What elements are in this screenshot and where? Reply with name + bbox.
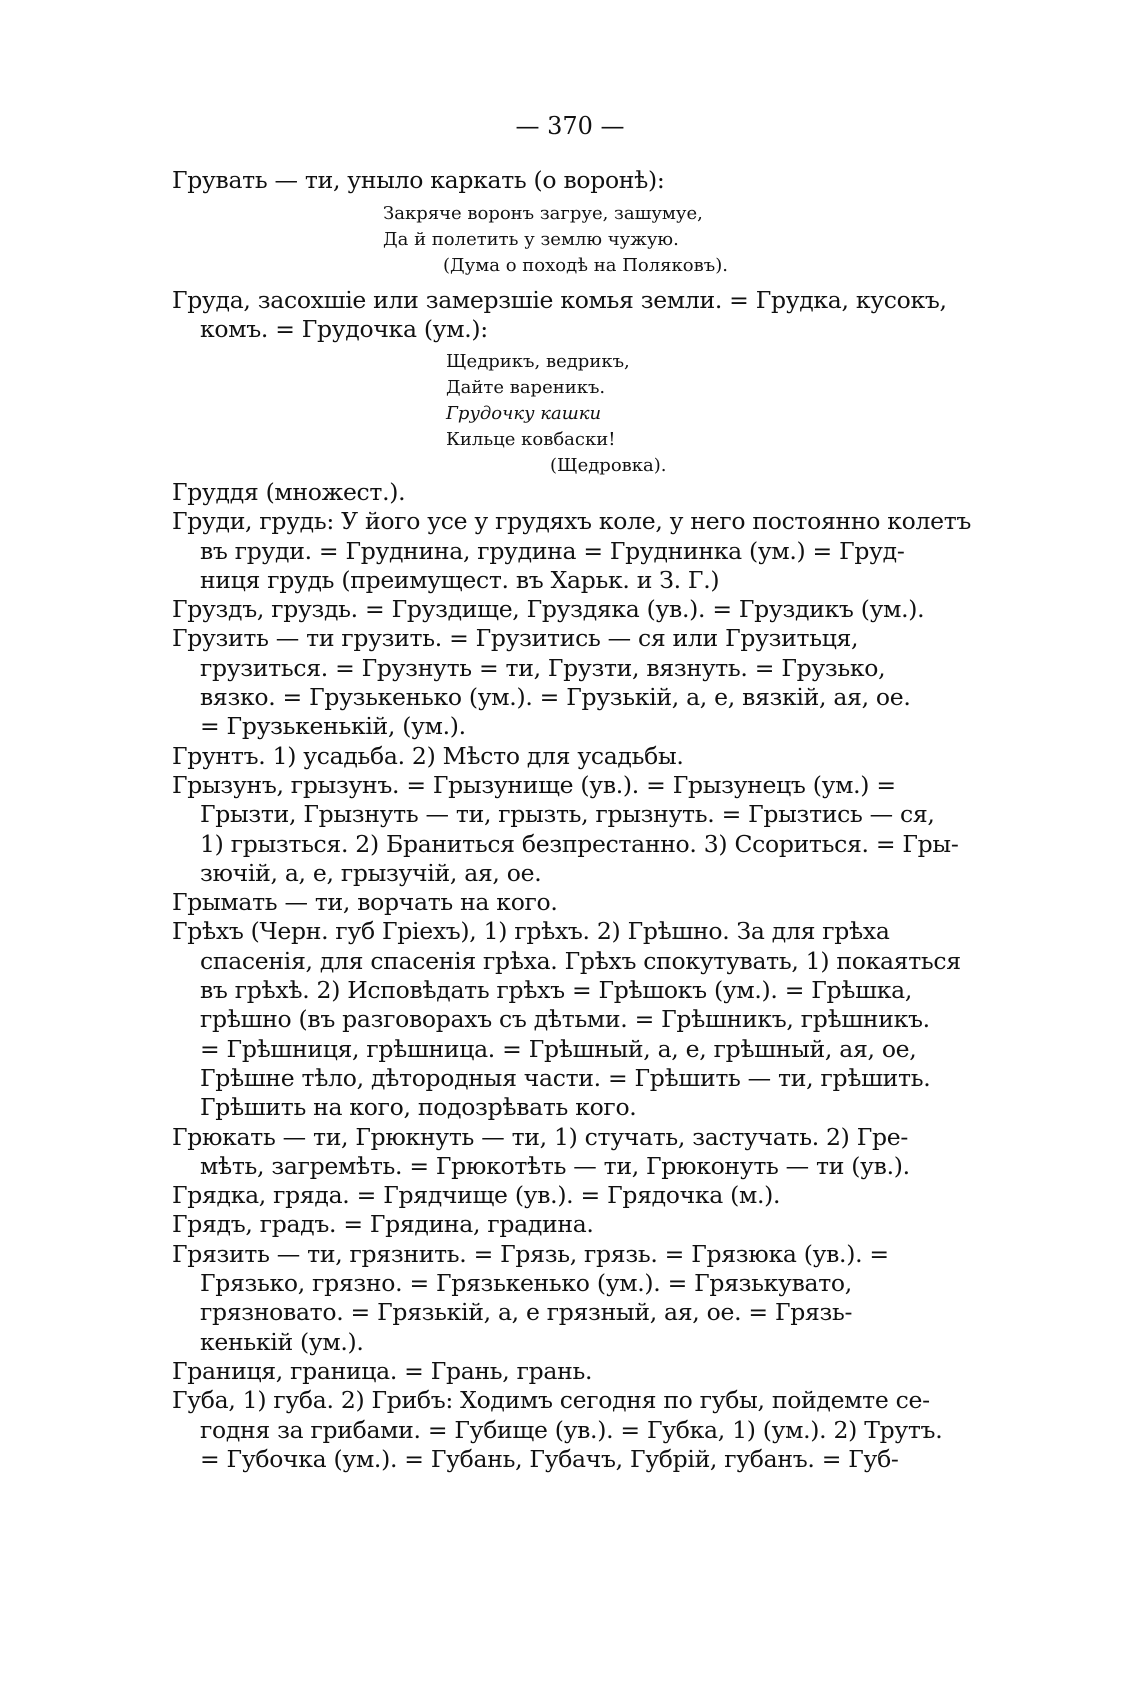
entry-line: Грызти, Грызнуть — ти, грызть, грызнуть. = Грызтись — ся, — [200, 800, 935, 829]
verse-duma — [383, 201, 883, 279]
entry-gruda — [172, 286, 1008, 345]
entry-line: = Губочка (ум.). = Губань, Губачъ, Губрій, губанъ. = Губ- — [200, 1444, 899, 1473]
entry-line: Грядъ, градъ. = Грядина, градина. — [172, 1210, 594, 1239]
entry-line: Грязько, грязно. = Грязькенько (ум.). = Грязькувато, — [200, 1269, 852, 1298]
entry-line: Грядка, гряда. = Грядчище (ув.). = Грядочка (м.). — [172, 1181, 781, 1210]
entry-line: грѣшно (въ разговорахъ съ дѣтьми. = Грѣшникъ, грѣшникъ. — [200, 1005, 930, 1034]
entry-line: Грызунъ, грызунъ. = Грызунище (ув.). = Грызунецъ (ум.) = — [172, 770, 896, 799]
verse-source: (Щедровка). — [550, 455, 667, 476]
entry-line: = Грѣшниця, грѣшница. = Грѣшный, а, е, грѣшный, ая, ое, — [200, 1034, 917, 1063]
entry-line: Груздъ, груздь. = Груздище, Груздяка (ув.). = Груздикъ (ум.). — [172, 595, 925, 624]
entry-line: Грѣшить на кого, подозрѣвать кого. — [200, 1093, 637, 1122]
entry-line: мѣть, загремѣть. = Грюкотѣть — ти, Грюконуть — ти (ув.). — [200, 1151, 910, 1180]
entry-line: ниця грудь (преимущест. въ Харьк. и З. Г.) — [200, 565, 720, 594]
entry-line: Груда, засохшіе или замерзшіе комья земли. = Грудка, кусокъ, — [172, 286, 947, 314]
verse-line: Дайте вареникъ. — [446, 377, 606, 398]
verse-line: Щедрикъ, ведрикъ, — [446, 351, 630, 372]
entry-line: Границя, граница. = Грань, грань. — [172, 1356, 593, 1385]
entry-gruvat — [172, 166, 1008, 195]
entry-line: спасенія, для спасенія грѣха. Грѣхъ спокутувать, 1) покаяться — [200, 946, 961, 975]
entry-line: Груди, грудь: У його усе у грудяхъ коле, у него постоянно колетъ — [172, 507, 972, 536]
entry-line: Грунтъ. 1) усадьба. 2) Мѣсто для усадьбы. — [172, 741, 684, 770]
entry-line: Грувать — ти, уныло каркать (о воронѣ): — [172, 166, 665, 194]
verse-shchedrovka — [446, 349, 866, 479]
entry-line: грязновато. = Грязькій, а, е грязный, ая, ое. = Грязь- — [200, 1298, 853, 1327]
verse-source: (Дума о походѣ на Поляковъ). — [443, 255, 728, 276]
entry-line: зючій, а, е, грызучій, ая, ое. — [200, 858, 542, 887]
entry-line: вязко. = Грузькенько (ум.). = Грузькій, а, е, вязкій, ая, ое. — [200, 683, 911, 712]
entry-line: въ груди. = Груднина, грудина = Груднинка (ум.) = Груд- — [200, 536, 905, 565]
entry-line: Груддя (множест.). — [172, 478, 406, 506]
page-number: — 370 — — [515, 112, 625, 140]
entry-line: Грюкать — ти, Грюкнуть — ти, 1) стучать, застучать. 2) Гре- — [172, 1122, 908, 1151]
verse-line: Кильце ковбаски! — [446, 429, 616, 450]
entry-line: годня за грибами. = Губище (ув.). = Губка, 1) (ум.). 2) Трутъ. — [200, 1415, 943, 1444]
entry-line: = Грузькенькій, (ум.). — [200, 712, 466, 741]
entry-line: 1) грызться. 2) Браниться безпрестанно. 3) Ссориться. = Гры- — [200, 829, 959, 858]
entry-line: Грѣшне тѣло, дѣтородныя части. = Грѣшить — ти, грѣшить. — [200, 1063, 931, 1092]
entry-line: комъ. = Грудочка (ум.): — [200, 315, 488, 344]
entry-line: Грымать — ти, ворчать на кого. — [172, 888, 558, 917]
entry-line: въ грѣхѣ. 2) Исповѣдать грѣхъ = Грѣшокъ (ум.). = Грѣшка, — [200, 976, 912, 1005]
entry-line: Грѣхъ (Черн. губ Гріехъ), 1) грѣхъ. 2) Грѣшно. За для грѣха — [172, 917, 890, 946]
entry-line: Грязить — ти, грязнить. = Грязь, грязь. = Грязюка (ув.). = — [172, 1239, 889, 1268]
verse-line: Грудочку кашки — [446, 403, 602, 424]
entry-line: Губа, 1) губа. 2) Грибъ: Ходимъ сегодня по губы, пойдемте се- — [172, 1386, 930, 1415]
verse-line: Да й полетить у землю чужую. — [383, 229, 679, 250]
entries-main — [172, 478, 1008, 1474]
verse-line: Закряче воронъ загруе, зашумуе, — [383, 203, 703, 224]
entry-line: грузиться. = Грузнуть = ти, Грузти, вязнуть. = Грузько, — [200, 653, 886, 682]
entry-line: Грузить — ти грузить. = Грузитись — ся или Грузитьця, — [172, 624, 859, 653]
entry-line: кенькій (ум.). — [200, 1327, 364, 1356]
